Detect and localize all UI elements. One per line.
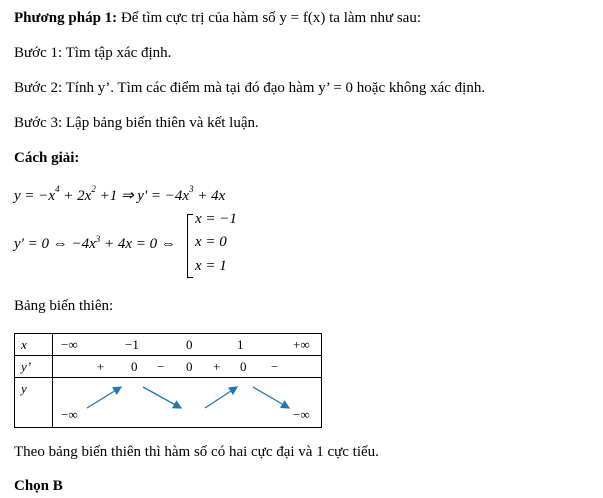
eq1-exp-b: 2 bbox=[91, 184, 96, 194]
root-3: x = 1 bbox=[195, 258, 227, 274]
method-intro-line bbox=[14, 10, 421, 27]
row-y-label-cell bbox=[15, 378, 53, 428]
variation-arrows bbox=[53, 378, 323, 428]
sign: 0 bbox=[186, 359, 193, 374]
x-value: +∞ bbox=[293, 337, 310, 352]
eq2-part-a: y' = 0 ⇔ −4x bbox=[14, 236, 96, 252]
increasing-arrow bbox=[87, 387, 121, 408]
solution-heading: Cách giải: bbox=[14, 150, 80, 166]
table-label: Bảng biến thiên: bbox=[14, 298, 114, 314]
row-x-values bbox=[53, 334, 322, 356]
sign: − bbox=[157, 359, 165, 374]
row-dy-label-cell bbox=[15, 356, 53, 378]
row-y-label: y bbox=[21, 381, 27, 396]
step-2: Bước 2: Tính y’. Tìm các điểm mà tại đó đạo hàm y’ = 0 hoặc không xác định. bbox=[14, 80, 486, 96]
eq2-part-b: + 4x = 0 ⇔ bbox=[100, 236, 176, 252]
method-intro: Để tìm cực trị của hàm số y = f(x) ta làm như sau: bbox=[120, 10, 421, 26]
increasing-arrow bbox=[205, 387, 237, 408]
eq1-exp-a: 4 bbox=[55, 184, 60, 194]
roots-system bbox=[187, 211, 247, 278]
root-1: x = −1 bbox=[195, 211, 237, 227]
step-1: Bước 1: Tìm tập xác định. bbox=[14, 45, 172, 61]
conclusion: Theo bảng biến thiên thì hàm số có hai cực đại và 1 cực tiểu. bbox=[14, 444, 379, 460]
decreasing-arrow bbox=[143, 387, 181, 408]
eq2-exp: 3 bbox=[95, 234, 101, 244]
row-y-variation bbox=[53, 378, 322, 428]
decreasing-arrow bbox=[253, 387, 289, 408]
sign: 0 bbox=[240, 359, 247, 374]
variation-table bbox=[14, 333, 322, 428]
sign: + bbox=[97, 359, 105, 374]
x-value: 1 bbox=[237, 337, 244, 352]
y-right-value: −∞ bbox=[293, 407, 310, 422]
row-x-label-cell bbox=[15, 334, 53, 356]
row-dy-signs bbox=[53, 356, 322, 378]
row-dy-label: y’ bbox=[21, 359, 32, 374]
method-title: Phương pháp 1: bbox=[14, 10, 118, 26]
step-3: Bước 3: Lập bảng biến thiên và kết luận. bbox=[14, 115, 259, 131]
sign: 0 bbox=[131, 359, 138, 374]
sign: − bbox=[271, 359, 279, 374]
eq1-exp-c: 3 bbox=[189, 184, 194, 194]
root-2: x = 0 bbox=[195, 234, 227, 250]
sign: + bbox=[213, 359, 221, 374]
eq1-part-c: +1 ⇒ y' = −4x bbox=[95, 188, 190, 204]
eq1-part-b: + 2x bbox=[59, 188, 92, 204]
x-value: −∞ bbox=[61, 337, 78, 352]
eq1-part-a: y = −x bbox=[14, 188, 56, 204]
x-value: −1 bbox=[125, 337, 139, 352]
eq1-part-d: + 4x bbox=[193, 188, 226, 204]
equation-derivative bbox=[14, 186, 225, 205]
equation-critical bbox=[14, 236, 176, 253]
row-x-label: x bbox=[21, 337, 27, 352]
system-bracket bbox=[187, 214, 193, 278]
y-left-value: −∞ bbox=[61, 407, 78, 422]
answer: Chọn B bbox=[14, 478, 63, 494]
x-value: 0 bbox=[186, 337, 193, 352]
